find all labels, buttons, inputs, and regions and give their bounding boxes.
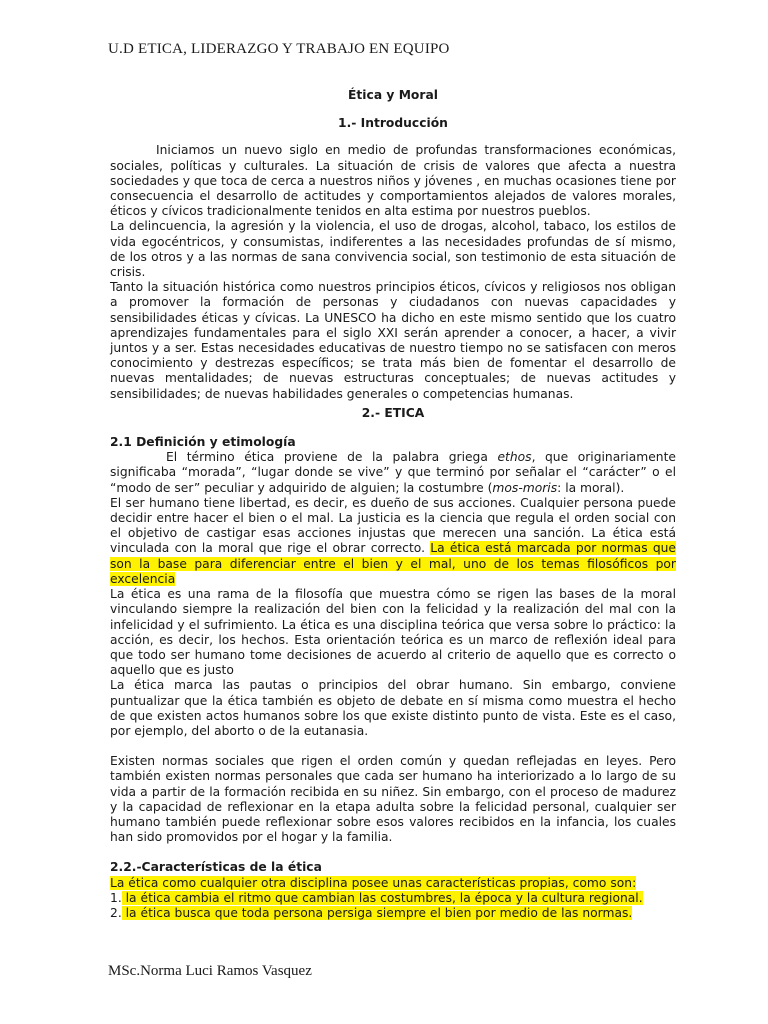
list-item	[110, 891, 676, 906]
list-intro	[110, 876, 676, 891]
text-run: El ser humano tiene libertad, es decir, es dueño de sus acciones. Cualquier persona puede decidir entre hacer el bien o el mal. La justicia es la ciencia que regula el orden social con el objetivo de castigar esas acciones injustas que merecen una sanción. La ética está vinculada con la moral que rige el obrar correcto.	[110, 495, 676, 556]
section-heading-etica: 2.- ETICA	[361, 405, 425, 420]
highlighted-text: La ética como cualquier otra disciplina posee unas características propias, como son:	[110, 875, 637, 890]
italic-term: ethos	[497, 450, 532, 465]
highlighted-text: la ética cambia el ritmo que cambian las costumbres, la época y la cultura regional.	[121, 890, 643, 905]
paragraph: Existen normas sociales que rigen el orden común y quedan reflejadas en leyes. Pero también existen normas personales que cada ser humano ha interiorizado a lo largo de su vida a partir de la formación recibida en su niñez. Sin embargo, con el proceso de madurez y la capacidad de reflexionar en la etapa adulta sobre la felicidad personal, cualquier ser humano también puede reflexionar sobre esos valores recibidos en la infancia, los cuales han sido promovidos por el hogar y la familia.	[110, 754, 676, 845]
document-body	[110, 88, 676, 921]
paragraph: Iniciamos un nuevo siglo en medio de profundas transformaciones económicas, sociales, políticas y culturales. La situación de crisis de valores que afecta a nuestra sociedades y que toca de cerca a nuestros niños y jóvenes , en muchas ocasiones tiene por consecuencia el desarrollo de actitudes y comportamientos alejados de valores morales, éticos y cívicos tradicionalmente tenidos en alta estima por nuestros pueblos.	[110, 143, 676, 219]
paragraph: La delincuencia, la agresión y la violencia, el uso de drogas, alcohol, tabaco, los estilos de vida egocéntricos, y consumistas, indiferentes a las necesidades profundas de sí mismo, de los otros y a las normas de sana convivencia social, son testimonio de esta situación de crisis.	[110, 219, 676, 280]
highlighted-text: la ética busca que toda persona persiga siempre el bien por medio de las normas.	[121, 905, 633, 920]
text-run: , que originariamente significaba “morada”, “lugar donde se vive” y que terminó por señalar el “carácter” o el “modo de ser” peculiar y adquirido de alguien; la costumbre (	[110, 450, 676, 495]
page-footer: MSc.Norma Luci Ramos Vasquez	[108, 963, 312, 979]
italic-term: mos-moris	[492, 480, 558, 495]
paragraph	[110, 496, 676, 587]
subsection-heading-definicion: 2.1 Definición y etimología	[110, 435, 296, 450]
text-run: El término ética proviene de la palabra griega	[166, 450, 498, 465]
text-run: : la moral).	[557, 480, 625, 495]
list-item	[110, 906, 676, 921]
list-number: 2.	[110, 905, 122, 920]
paragraph: Tanto la situación histórica como nuestros principios éticos, cívicos y religiosos nos obligan a promover la formación de personas y ciudadanos con nuevas capacidades y sensibilidades éticas y cívicas. La UNESCO ha dicho en este mismo sentido que los cuatro aprendizajes fundamentales para el siglo XXI serán aprender a conocer, a hacer, a vivir juntos y a ser. Estas necesidades educativas de nuestro tiempo no se satisfacen con meros conocimiento y destrezas específicos; se trata más bien de fomentar el desarrollo de nuevas mentalidades; de nuevas estructuras conceptuales; de nuevas actitudes y sensibilidades; de nuevas habilidades generales o competencias humanas.	[110, 280, 676, 401]
highlighted-text: La ética está marcada por normas que son la base para diferenciar entre el bien y el mal, uno de los temas filosóficos por excelencia	[110, 541, 676, 586]
document-title: Ética y Moral	[348, 88, 438, 102]
paragraph: La ética es una rama de la filosofía que muestra cómo se rigen las bases de la moral vinculando siempre la realización del bien con la felicidad y la realización del mal con la infelicidad y el sufrimiento. La ética es una disciplina teórica que versa sobre lo práctico: la acción, es decir, los hechos. Esta orientación teórica es un marco de reflexión ideal para que todo ser humano tome decisiones de acuerdo al criterio de aquello que es correcto o aquello que es justo	[110, 587, 676, 678]
page-header: U.D ETICA, LIDERAZGO Y TRABAJO EN EQUIPO	[108, 41, 450, 57]
paragraph: La ética marca las pautas o principios del obrar humano. Sin embargo, conviene puntualizar que la ética también es objeto de debate en sí misma como muestra el hecho de que existen actos humanos sobre los que existe distinto punto de vista. Este es el caso, por ejemplo, del aborto o de la eutanasia.	[110, 678, 676, 738]
section-heading-introduccion: 1.- Introducción	[338, 116, 448, 131]
paragraph	[110, 450, 676, 496]
subsection-heading-caracteristicas: 2.2.-Características de la ética	[110, 860, 322, 875]
list-number: 1.	[110, 890, 122, 905]
